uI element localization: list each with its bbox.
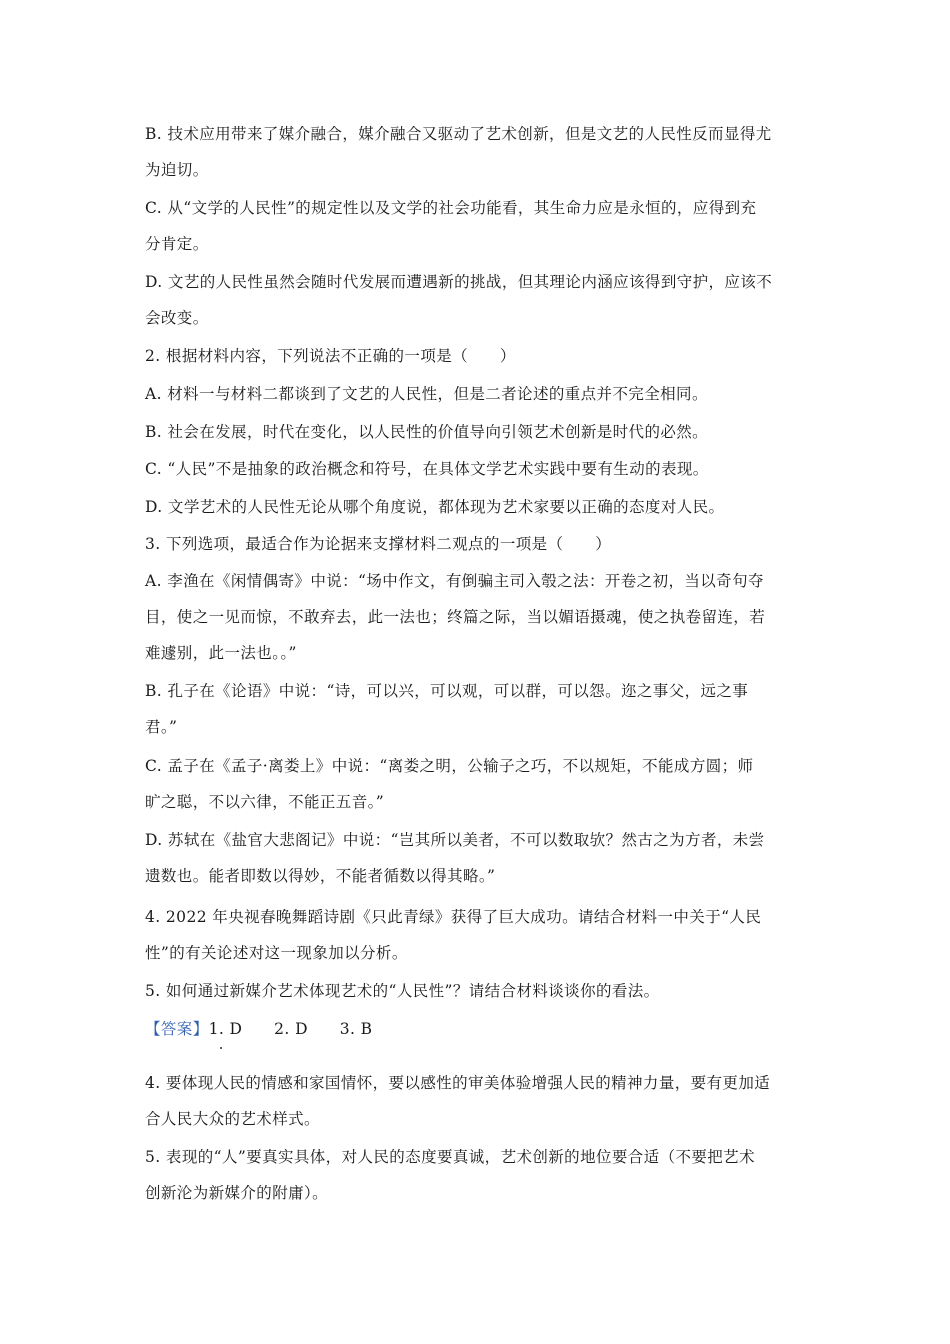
stray-dot bbox=[220, 1047, 222, 1049]
answer-line bbox=[145, 1011, 810, 1047]
answer-5: 5. 表现的“人”要真实具体，对人民的态度要真诚，艺术创新的地位要合适（不要把艺术 创新沦为新媒介的附庸）。 bbox=[145, 1148, 755, 1202]
q1-option-d: D. 文艺的人民性虽然会随时代发展而遭遇新的挑战，但其理论内涵应该得到守护，应该不 会改变。 bbox=[145, 273, 773, 327]
q1-option-c: C. 从“文学的人民性”的规定性以及文学的社会功能看，其生命力应是永恒的，应得到充 分肯定。 bbox=[145, 199, 757, 253]
q2-option-c: C. “人民”不是抽象的政治概念和符号，在具体文学艺术实践中要有生动的表现。 bbox=[145, 460, 709, 478]
answer-choices: 1. D 2. D 3. B bbox=[208, 1020, 373, 1038]
q3-option-c: C. 孟子在《孟子·离娄上》中说：“离娄之明，公输子之巧，不以规矩，不能成方圆；师 旷之聪，不以六律，不能正五音。” bbox=[145, 757, 754, 811]
q2-stem: 2. 根据材料内容，下列说法不正确的一项是（ ） bbox=[145, 347, 516, 365]
q3-option-a: A. 李渔在《闲情偶寄》中说：“场中作文，有倒骗主司入彀之法：开卷之初，当以奇句夺 目，使之一见而惊，不敢弃去，此一法也；终篇之际，当以媚语摄魂，使之执卷留连，若 难遽别，此一法也。。” bbox=[145, 572, 766, 662]
q2-option-d: D. 文学艺术的人民性无论从哪个角度说，都体现为艺术家要以正确的态度对人民。 bbox=[145, 498, 725, 516]
q5-stem: 5. 如何通过新媒介艺术体现艺术的“人民性”？请结合材料谈谈你的看法。 bbox=[145, 982, 660, 1000]
answer-label: 【答案】 bbox=[145, 1020, 209, 1038]
q3-option-d: D. 苏轼在《盐官大悲阁记》中说：“岂其所以美者，不可以数取欤？然古之为方者，未尝 遗数也。能者即数以得妙，不能者循数以得其略。” bbox=[145, 831, 765, 885]
q1-option-b: B. 技术应用带来了媒介融合，媒介融合又驱动了艺术创新，但是文艺的人民性反而显得尤 为迫切。 bbox=[145, 125, 772, 179]
q4-stem: 4. 2022 年央视春晚舞蹈诗剧《只此青绿》获得了巨大成功。请结合材料一中关于“人民 性”的有关论述对这一现象加以分析。 bbox=[145, 908, 762, 962]
q2-option-a: A. 材料一与材料二都谈到了文艺的人民性，但是二者论述的重点并不完全相同。 bbox=[145, 385, 708, 403]
answer-4: 4. 要体现人民的情感和家国情怀，要以感性的审美体验增强人民的精神力量，要有更加适 合人民大众的艺术样式。 bbox=[145, 1074, 771, 1128]
q3-option-b: B. 孔子在《论语》中说：“诗，可以兴，可以观，可以群，可以怨。迩之事父，远之事 君。” bbox=[145, 682, 749, 736]
q2-option-b: B. 社会在发展，时代在变化，以人民性的价值导向引领艺术创新是时代的必然。 bbox=[145, 423, 709, 441]
q3-stem: 3. 下列选项，最适合作为论据来支撑材料二观点的一项是（ ） bbox=[145, 535, 612, 553]
